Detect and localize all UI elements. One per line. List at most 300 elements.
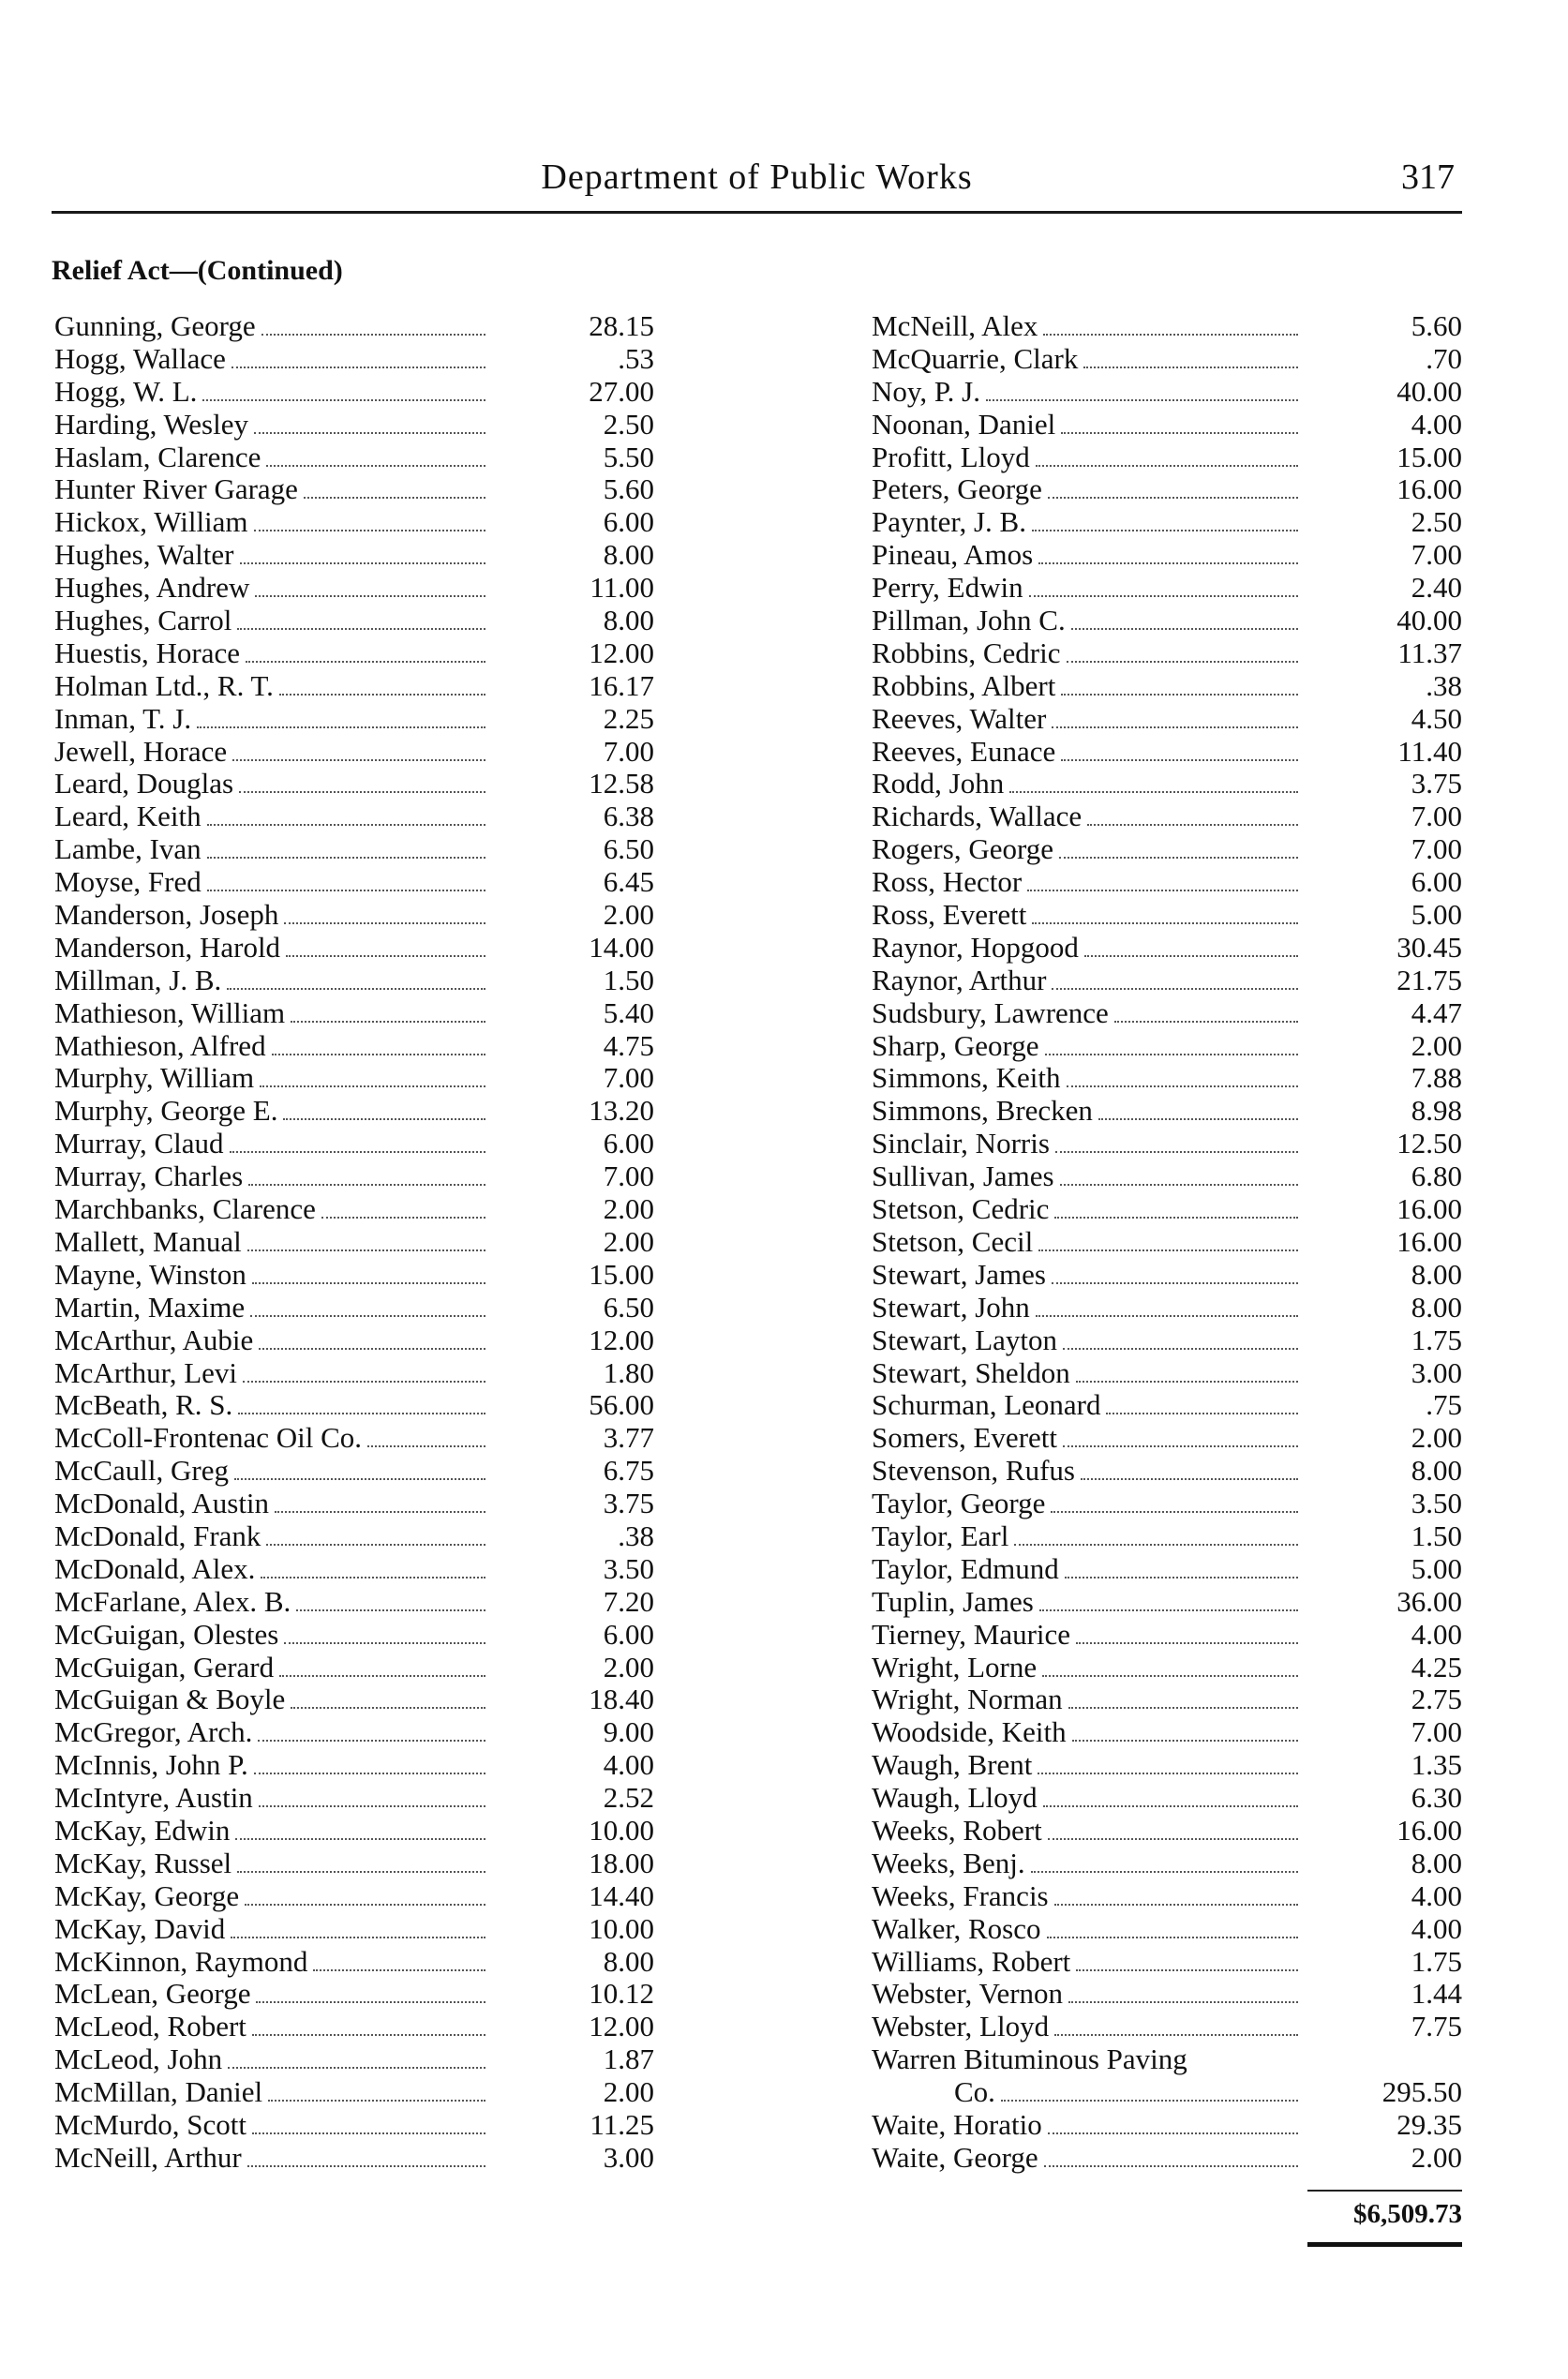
- list-item: [872, 1389, 1462, 1422]
- entry-amount: 8.00: [1411, 1257, 1462, 1291]
- entry-name: Webster, Lloyd: [872, 2011, 1054, 2043]
- entry-name: Weeks, Francis: [872, 1880, 1054, 1913]
- entry-amount: 40.00: [1396, 374, 1462, 408]
- dot-leader: [1054, 2033, 1298, 2036]
- entry-name-cell: [872, 2076, 1298, 2109]
- dot-leader: [246, 660, 485, 663]
- dot-leader: [1039, 1608, 1298, 1611]
- list-item: [872, 2043, 1462, 2076]
- entry-amount: 12.50: [1396, 1127, 1462, 1160]
- entry-name-cell: [54, 1553, 485, 1586]
- entry-name-cell: [872, 1716, 1298, 1749]
- dot-leader: [275, 1510, 485, 1513]
- entry-amount: 4.00: [1411, 407, 1462, 441]
- dot-leader: [1009, 790, 1298, 793]
- entry-name: McKay, David: [54, 1913, 231, 1946]
- dot-leader: [1001, 2099, 1298, 2102]
- entry-name: McGregor, Arch.: [54, 1716, 258, 1749]
- entry-name: Taylor, George: [872, 1488, 1051, 1520]
- list-item: [54, 539, 654, 572]
- entry-name-cell: [872, 2142, 1298, 2175]
- dot-leader: [266, 464, 485, 467]
- entry-name: Schurman, Leonard: [872, 1389, 1106, 1422]
- entry-name-cell: [872, 376, 1298, 409]
- dot-leader: [197, 726, 485, 728]
- dot-leader: [283, 1117, 485, 1120]
- entry-amount: 2.40: [1411, 571, 1462, 605]
- entry-name: McQuarrie, Clark: [872, 343, 1083, 376]
- page-number: 317: [1401, 157, 1455, 197]
- entry-name: Raynor, Hopgood: [872, 932, 1084, 965]
- entry-name-cell: [54, 1683, 485, 1716]
- entry-name: Hughes, Carrol: [54, 605, 237, 637]
- list-item: [54, 1652, 654, 1684]
- list-item: [54, 1520, 654, 1553]
- entry-amount: 1.87: [603, 2042, 654, 2076]
- entry-amount: 6.80: [1411, 1160, 1462, 1193]
- list-item: [54, 473, 654, 506]
- entry-name: McKay, Edwin: [54, 1815, 235, 1848]
- entry-name-cell: [54, 965, 485, 997]
- list-item: [54, 2011, 654, 2043]
- entry-name-cell: [872, 1422, 1298, 1455]
- entry-name: Sullivan, James: [872, 1160, 1060, 1193]
- entry-name-cell: [872, 1683, 1298, 1716]
- entry-amount: 28.15: [589, 309, 654, 342]
- entry-name: Waugh, Lloyd: [872, 1782, 1043, 1815]
- entry-amount: 1.35: [1411, 1748, 1462, 1782]
- entry-name-cell: [872, 1095, 1298, 1128]
- list-item: [54, 1357, 654, 1390]
- list-item: [872, 1946, 1462, 1979]
- list-item: [54, 1030, 654, 1063]
- list-item: [54, 1619, 654, 1652]
- dot-leader: [1065, 1576, 1298, 1579]
- entry-name: Profitt, Lloyd: [872, 441, 1036, 474]
- entry-name: Waite, George: [872, 2142, 1044, 2175]
- entry-name-cell: [54, 1880, 485, 1913]
- list-item: [872, 1652, 1462, 1684]
- entry-name-cell: [872, 637, 1298, 670]
- entry-name: Stetson, Cecil: [872, 1226, 1038, 1259]
- entry-name-cell: [872, 899, 1298, 932]
- dot-leader: [259, 1347, 485, 1350]
- list-item: [872, 1586, 1462, 1619]
- entry-amount: 16.00: [1396, 1813, 1462, 1847]
- dot-leader: [261, 333, 485, 336]
- entry-name: Weeks, Benj.: [872, 1848, 1031, 1880]
- list-item: [872, 605, 1462, 637]
- dot-leader: [304, 496, 485, 499]
- entry-name-cell: [872, 539, 1298, 572]
- entry-name-cell: [872, 310, 1298, 343]
- dot-leader: [1076, 1380, 1298, 1383]
- dot-leader: [367, 1444, 485, 1447]
- entry-name-cell: [54, 736, 485, 769]
- list-item: [872, 441, 1462, 474]
- entry-name-cell: [872, 1848, 1298, 1880]
- entry-name: Sharp, George: [872, 1030, 1045, 1063]
- entry-amount: 16.00: [1396, 1192, 1462, 1226]
- entry-amount: 3.50: [603, 1551, 654, 1585]
- entry-amount: 5.60: [1411, 309, 1462, 342]
- entry-name-cell: [54, 1946, 485, 1979]
- dot-leader: [291, 1020, 485, 1023]
- entry-name: Leard, Keith: [54, 800, 207, 833]
- entry-amount: 12.00: [589, 636, 654, 669]
- dot-leader: [235, 1837, 485, 1840]
- left-column: [54, 310, 654, 2175]
- entry-name: McColl-Frontenac Oil Co.: [54, 1422, 367, 1455]
- list-item: [54, 866, 654, 899]
- entry-name-cell: [872, 473, 1298, 506]
- entry-name-cell: [54, 1324, 485, 1357]
- entry-amount: 4.75: [603, 1028, 654, 1062]
- list-item: [872, 736, 1462, 769]
- dot-leader: [279, 1674, 485, 1677]
- dot-leader: [1106, 1412, 1298, 1414]
- entry-amount: 16.00: [1396, 472, 1462, 506]
- entry-name: Leard, Douglas: [54, 768, 239, 800]
- entry-name: Lambe, Ivan: [54, 833, 207, 866]
- list-item: [872, 1553, 1462, 1586]
- list-item: [54, 1553, 654, 1586]
- entry-name-cell: [54, 2076, 485, 2109]
- entry-amount: 4.00: [1411, 1878, 1462, 1912]
- entry-name: Waite, Horatio: [872, 2109, 1048, 2142]
- entry-name-cell: [872, 1749, 1298, 1782]
- entry-name-cell: [54, 572, 485, 605]
- entry-name: Webster, Vernon: [872, 1978, 1068, 2011]
- entry-name-cell: [54, 506, 485, 539]
- entry-amount: 4.00: [1411, 1617, 1462, 1651]
- entry-name-cell: [872, 1389, 1298, 1422]
- entry-amount: 8.00: [1411, 1290, 1462, 1324]
- entry-name: McArthur, Levi: [54, 1357, 243, 1390]
- list-item: [54, 800, 654, 833]
- entry-name: Mayne, Winston: [54, 1259, 252, 1292]
- dot-leader: [254, 431, 485, 434]
- list-item: [872, 1978, 1462, 2011]
- list-item: [54, 1292, 654, 1324]
- entry-name-cell: [872, 1978, 1298, 2011]
- entry-amount: 7.88: [1411, 1061, 1462, 1095]
- entry-name: McMillan, Daniel: [54, 2076, 268, 2109]
- entry-name: Rogers, George: [872, 833, 1059, 866]
- list-item: [54, 1128, 654, 1160]
- entry-name-cell: [54, 768, 485, 800]
- entry-amount: 2.00: [603, 898, 654, 932]
- list-item: [54, 1095, 654, 1128]
- list-item: [872, 1422, 1462, 1455]
- list-item: [872, 1815, 1462, 1848]
- dot-leader: [1048, 1837, 1298, 1840]
- entry-name: Williams, Robert: [872, 1946, 1076, 1979]
- entry-name-cell: [54, 1030, 485, 1063]
- entry-name: Marchbanks, Clarence: [54, 1193, 321, 1226]
- entry-name-cell: [872, 1160, 1298, 1193]
- entry-name-cell: [54, 1062, 485, 1095]
- entry-amount: 15.00: [1396, 440, 1462, 473]
- entry-name-cell: [54, 637, 485, 670]
- list-item: [872, 1880, 1462, 1913]
- list-item: [872, 1488, 1462, 1520]
- entry-name: Hickox, William: [54, 506, 254, 539]
- dot-leader: [1098, 1117, 1298, 1120]
- dot-leader: [230, 1150, 485, 1153]
- entry-amount: 3.00: [603, 2140, 654, 2174]
- entry-name-cell: [54, 1193, 485, 1226]
- dot-leader: [1043, 1804, 1298, 1807]
- entry-name-cell: [54, 473, 485, 506]
- entry-name: Murray, Claud: [54, 1128, 230, 1160]
- entry-name-cell: [54, 1652, 485, 1684]
- entry-name: Wright, Lorne: [872, 1652, 1042, 1684]
- entry-name: Murray, Charles: [54, 1160, 248, 1193]
- entry-amount: 6.50: [603, 1290, 654, 1324]
- total-rule: [1307, 2190, 1462, 2192]
- entry-name-cell: [872, 736, 1298, 769]
- list-item: [872, 965, 1462, 997]
- entry-name: Moyse, Fred: [54, 866, 207, 899]
- entry-amount: 4.00: [603, 1748, 654, 1782]
- list-item: [872, 800, 1462, 833]
- entry-name-cell: [872, 1292, 1298, 1324]
- list-item: [54, 343, 654, 376]
- entry-name: Martin, Maxime: [54, 1292, 250, 1324]
- list-item: [872, 1226, 1462, 1259]
- entry-name-cell: [54, 703, 485, 736]
- list-item: [54, 376, 654, 409]
- dot-leader: [1052, 726, 1298, 728]
- list-item: [54, 1815, 654, 1848]
- entry-amount: 8.00: [603, 604, 654, 637]
- entry-amount: 2.00: [1411, 2140, 1462, 2174]
- entry-name-cell: [872, 2109, 1298, 2142]
- entry-amount: 2.00: [603, 1192, 654, 1226]
- entry-name-cell: [872, 1455, 1298, 1488]
- dot-leader: [231, 1936, 485, 1938]
- entry-amount: 3.75: [1411, 767, 1462, 800]
- entry-name: Mathieson, Alfred: [54, 1030, 272, 1063]
- list-item: [872, 1683, 1462, 1716]
- list-item: [54, 1324, 654, 1357]
- entry-name: Murphy, George E.: [54, 1095, 283, 1128]
- dot-leader: [284, 1641, 485, 1644]
- entry-name-cell: [872, 800, 1298, 833]
- dot-leader: [252, 2033, 485, 2036]
- dot-leader: [1047, 1936, 1299, 1938]
- entry-name: McLean, George: [54, 1978, 256, 2011]
- page-header: [52, 155, 1462, 214]
- list-item: [54, 1488, 654, 1520]
- entry-name-cell: [872, 1946, 1298, 1979]
- dot-leader: [207, 889, 485, 891]
- entry-amount: 4.25: [1411, 1650, 1462, 1683]
- dot-leader: [247, 2164, 485, 2167]
- list-item: [872, 506, 1462, 539]
- dot-leader: [1051, 1510, 1298, 1513]
- list-item: [54, 703, 654, 736]
- dot-leader: [252, 2132, 485, 2134]
- entry-name-cell: [54, 1160, 485, 1193]
- dot-leader: [1043, 333, 1298, 336]
- entry-name-cell: [872, 997, 1298, 1030]
- list-item: [872, 1357, 1462, 1390]
- list-item: [54, 1455, 654, 1488]
- list-item: [872, 1520, 1462, 1553]
- dot-leader: [254, 529, 485, 531]
- entry-name: McLeod, John: [54, 2043, 228, 2076]
- list-item: [872, 1913, 1462, 1946]
- list-item: [54, 1586, 654, 1619]
- entry-name-cell: [872, 506, 1298, 539]
- entry-name-cell: [872, 670, 1298, 703]
- entry-amount: 18.40: [589, 1683, 654, 1716]
- list-item: [54, 833, 654, 866]
- entry-name: Stewart, Layton: [872, 1324, 1063, 1357]
- entry-amount: 14.00: [589, 930, 654, 964]
- entry-amount: 8.00: [603, 538, 654, 572]
- list-item: [54, 441, 654, 474]
- entry-name-cell: [54, 1259, 485, 1292]
- entry-amount: 16.17: [589, 668, 654, 702]
- entry-name: Murphy, William: [54, 1062, 260, 1095]
- entry-name: McArthur, Aubie: [54, 1324, 259, 1357]
- entry-name: Pillman, John C.: [872, 605, 1071, 637]
- entry-amount: 2.00: [603, 1224, 654, 1258]
- entry-amount: 3.50: [1411, 1487, 1462, 1520]
- entry-name-cell: [872, 441, 1298, 474]
- dot-leader: [227, 987, 485, 990]
- entry-name: Hughes, Andrew: [54, 572, 255, 605]
- list-item: [54, 965, 654, 997]
- dot-leader: [1060, 1183, 1298, 1186]
- entry-name: McKay, Russel: [54, 1848, 237, 1880]
- dot-leader: [313, 1968, 485, 1971]
- list-item: [872, 1160, 1462, 1193]
- entry-name: Millman, J. B.: [54, 965, 227, 997]
- entry-name: Tierney, Maurice: [872, 1619, 1076, 1652]
- list-item: [54, 506, 654, 539]
- entry-name-cell: [54, 1782, 485, 1815]
- entry-name: Perry, Edwin: [872, 572, 1029, 605]
- entry-amount: 2.52: [603, 1781, 654, 1815]
- list-item: [54, 1193, 654, 1226]
- list-item: [54, 670, 654, 703]
- dot-leader: [245, 1903, 485, 1906]
- entry-amount: 5.50: [603, 440, 654, 473]
- entry-name: Richards, Wallace: [872, 800, 1087, 833]
- list-item: [54, 1226, 654, 1259]
- entry-name: Harding, Wesley: [54, 409, 254, 441]
- list-item: [872, 866, 1462, 899]
- entry-amount: 14.40: [589, 1878, 654, 1912]
- entry-name-cell: [872, 1520, 1298, 1553]
- entry-name-cell: [54, 343, 485, 376]
- entry-name: Ross, Everett: [872, 899, 1032, 932]
- list-item: [54, 1913, 654, 1946]
- entry-name-cell: [54, 1292, 485, 1324]
- entry-amount: 7.00: [1411, 832, 1462, 866]
- dot-leader: [239, 790, 485, 793]
- entry-amount: 21.75: [1396, 963, 1462, 996]
- grand-total: $6,509.73: [1353, 2199, 1462, 2229]
- dot-leader: [1076, 1641, 1298, 1644]
- entry-name: McNeill, Arthur: [54, 2142, 247, 2175]
- dot-leader: [268, 2099, 485, 2102]
- entry-amount: 8.00: [1411, 1846, 1462, 1879]
- entry-name-cell: [54, 1586, 485, 1619]
- entry-name: Stevenson, Rufus: [872, 1455, 1081, 1488]
- entry-name: Reeves, Eunace: [872, 736, 1061, 769]
- list-item: [872, 1782, 1462, 1815]
- entry-amount: 7.00: [1411, 538, 1462, 572]
- list-item: [54, 1946, 654, 1979]
- list-item: [872, 310, 1462, 343]
- entry-name-cell: [872, 572, 1298, 605]
- entry-name: Manderson, Joseph: [54, 899, 284, 932]
- list-item: [54, 768, 654, 800]
- list-item: [54, 997, 654, 1030]
- entry-name: Woodside, Keith: [872, 1716, 1072, 1749]
- entry-amount: 5.40: [603, 995, 654, 1029]
- entry-name-cell: [54, 1422, 485, 1455]
- entry-amount: 10.00: [589, 1813, 654, 1847]
- entry-name-cell: [872, 703, 1298, 736]
- entry-name-cell: [54, 2011, 485, 2043]
- entry-name-cell: [54, 2109, 485, 2142]
- list-item: [872, 899, 1462, 932]
- entry-name: Simmons, Keith: [872, 1062, 1067, 1095]
- entry-name: Ross, Hector: [872, 866, 1027, 899]
- list-item: [54, 1782, 654, 1815]
- entry-name-cell: [872, 768, 1298, 800]
- entry-amount: 2.25: [603, 701, 654, 735]
- list-item: [54, 1848, 654, 1880]
- entry-name-cell: [872, 1062, 1298, 1095]
- entry-amount: 4.50: [1411, 701, 1462, 735]
- list-item: [872, 637, 1462, 670]
- dot-leader: [232, 758, 485, 761]
- entry-name: Stewart, John: [872, 1292, 1036, 1324]
- entry-name: McGuigan, Gerard: [54, 1652, 279, 1684]
- entry-name-cell: [872, 1193, 1298, 1226]
- entry-amount: 1.75: [1411, 1944, 1462, 1978]
- entry-amount: 7.00: [1411, 1715, 1462, 1749]
- dot-leader: [255, 594, 485, 597]
- list-item: [872, 1193, 1462, 1226]
- entry-amount: 6.75: [603, 1454, 654, 1488]
- entry-name: Hogg, W. L.: [54, 376, 202, 409]
- entry-name-cell: [54, 997, 485, 1030]
- list-item: [54, 572, 654, 605]
- entry-name: McBeath, R. S.: [54, 1389, 238, 1422]
- entry-amount: 7.75: [1411, 2010, 1462, 2043]
- entry-amount: 6.45: [603, 865, 654, 899]
- entry-name: Mathieson, William: [54, 997, 291, 1030]
- entry-name-cell: [54, 1520, 485, 1553]
- entry-amount: 6.38: [603, 800, 654, 833]
- entry-amount: 2.00: [1411, 1421, 1462, 1455]
- entry-amount: .75: [1426, 1388, 1462, 1422]
- entry-name-cell: [54, 1488, 485, 1520]
- dot-leader: [1087, 823, 1298, 826]
- entry-amount: 7.00: [1411, 800, 1462, 833]
- list-item: [872, 1062, 1462, 1095]
- entry-name-cell: [54, 1389, 485, 1422]
- dot-leader: [238, 1412, 485, 1414]
